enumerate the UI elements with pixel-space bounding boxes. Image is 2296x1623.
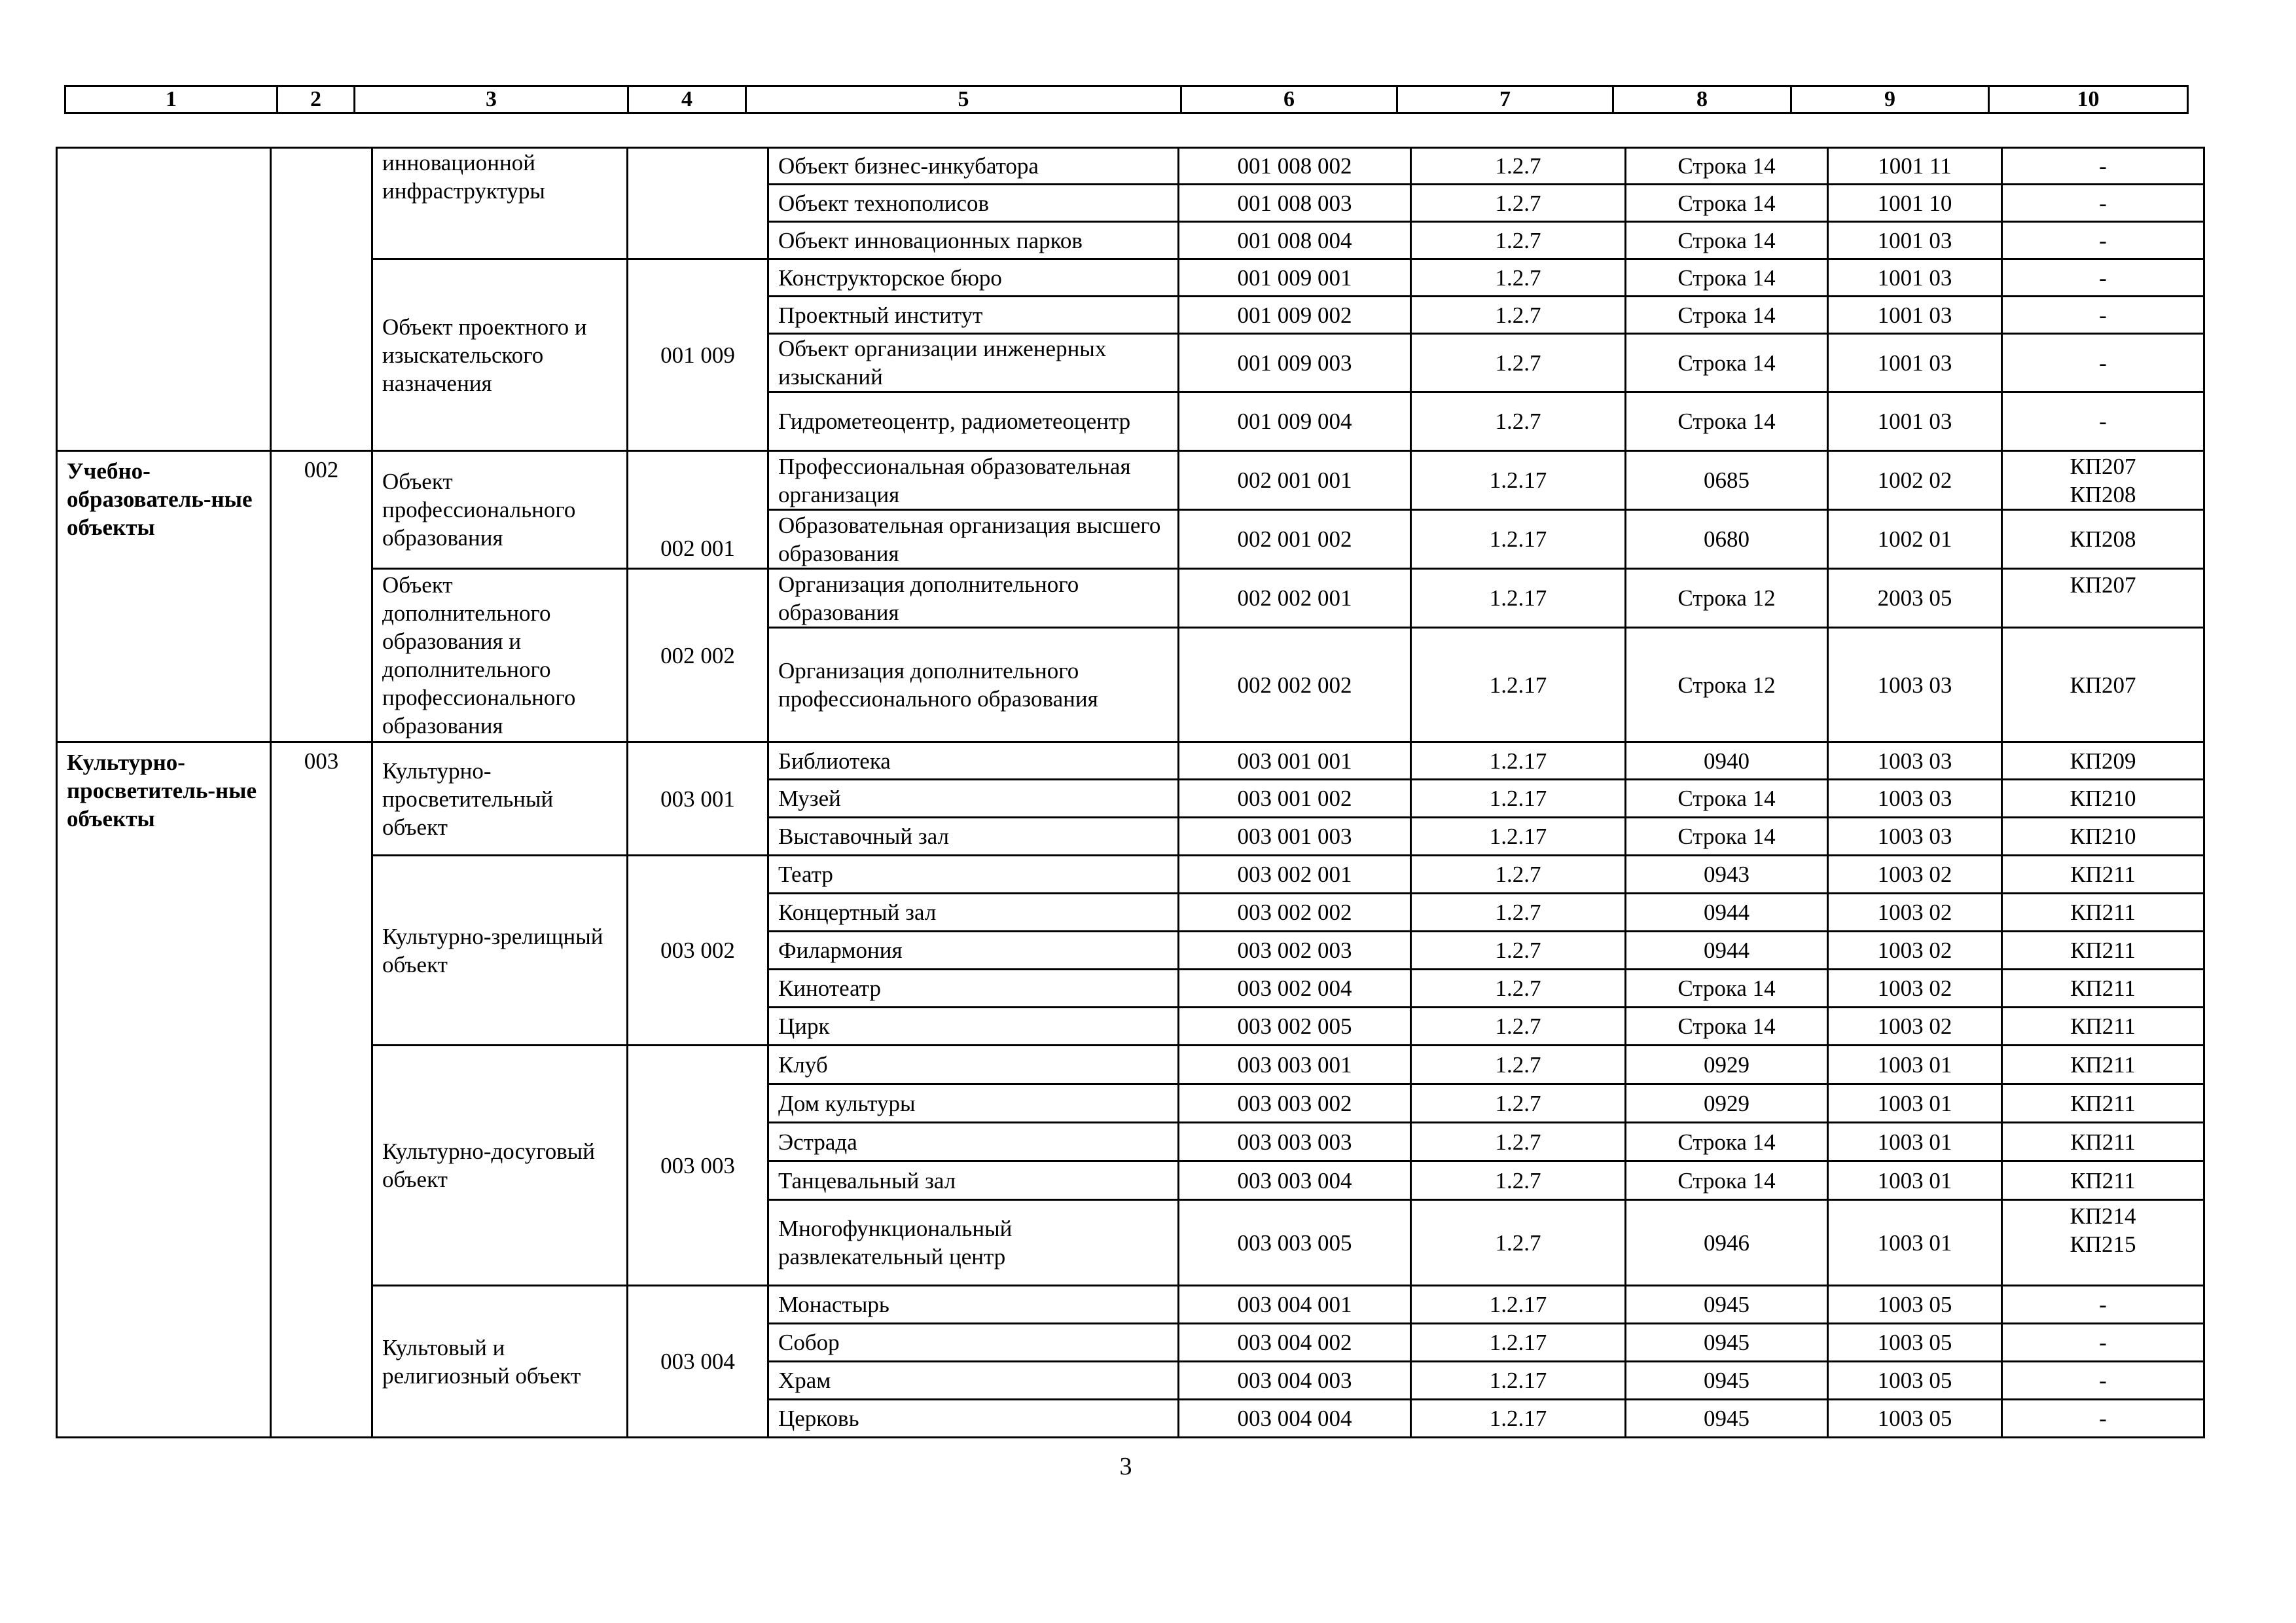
col8-value: Строка 14 bbox=[1626, 1123, 1828, 1161]
object-code: 001 009 002 bbox=[1179, 297, 1411, 334]
col8-value: 0685 bbox=[1626, 451, 1828, 510]
object-name: Церковь bbox=[768, 1400, 1179, 1438]
object-code: 003 004 002 bbox=[1179, 1324, 1411, 1362]
group-name: Культурно-просветительный объект bbox=[372, 742, 628, 856]
col7-value: 1.2.7 bbox=[1411, 297, 1626, 334]
header-cell-5: 5 bbox=[746, 86, 1181, 113]
col8-value: 0945 bbox=[1626, 1400, 1828, 1438]
col9-value: 1003 01 bbox=[1828, 1046, 2002, 1084]
header-cell-10: 10 bbox=[1989, 86, 2188, 113]
col9-value: 1001 11 bbox=[1828, 148, 2002, 185]
col10-value: - bbox=[2002, 222, 2204, 259]
col10-value bbox=[2002, 451, 2204, 510]
object-name: Собор bbox=[768, 1324, 1179, 1362]
col7-value: 1.2.7 bbox=[1411, 148, 1626, 185]
object-name: Объект технополисов bbox=[768, 185, 1179, 222]
col10-value: КП211 bbox=[2002, 1084, 2204, 1123]
col9-value: 1002 01 bbox=[1828, 510, 2002, 569]
col7-value: 1.2.7 bbox=[1411, 1046, 1626, 1084]
object-code: 003 003 003 bbox=[1179, 1123, 1411, 1161]
object-code: 002 002 002 bbox=[1179, 628, 1411, 742]
col8-value: Строка 12 bbox=[1626, 628, 1828, 742]
object-code: 003 002 004 bbox=[1179, 970, 1411, 1008]
col9-value: 1002 02 bbox=[1828, 451, 2002, 510]
category-name: Культурно-просветитель-ные объекты bbox=[57, 742, 271, 1438]
col9-value: 1001 03 bbox=[1828, 297, 2002, 334]
col8-value: 0680 bbox=[1626, 510, 1828, 569]
object-code: 001 008 003 bbox=[1179, 185, 1411, 222]
object-name: Монастырь bbox=[768, 1286, 1179, 1324]
object-code: 003 004 003 bbox=[1179, 1362, 1411, 1400]
object-code: 003 001 002 bbox=[1179, 780, 1411, 818]
object-name: Танцевальный зал bbox=[768, 1161, 1179, 1200]
col10-value: КП211 bbox=[2002, 970, 2204, 1008]
object-code: 003 001 003 bbox=[1179, 818, 1411, 856]
col10-value-line: КП208 bbox=[2070, 481, 2136, 507]
col9-value: 1003 03 bbox=[1828, 628, 2002, 742]
col9-value: 1003 03 bbox=[1828, 780, 2002, 818]
header-cell-7: 7 bbox=[1397, 86, 1613, 113]
col8-value: Строка 14 bbox=[1626, 818, 1828, 856]
col8-value: Строка 14 bbox=[1626, 1008, 1828, 1046]
col10-value: - bbox=[2002, 148, 2204, 185]
group-name: Объект проектного и изыскательского назначения bbox=[372, 259, 628, 451]
col8-value: 0940 bbox=[1626, 742, 1828, 780]
col10-value: КП210 bbox=[2002, 818, 2204, 856]
col9-value: 1001 10 bbox=[1828, 185, 2002, 222]
object-code: 001 009 003 bbox=[1179, 334, 1411, 392]
object-name: Объект бизнес-инкубатора bbox=[768, 148, 1179, 185]
category-code: 003 bbox=[271, 742, 372, 1438]
object-code: 003 004 004 bbox=[1179, 1400, 1411, 1438]
col7-value: 1.2.7 bbox=[1411, 1123, 1626, 1161]
object-name: Эстрада bbox=[768, 1123, 1179, 1161]
header-cell-6: 6 bbox=[1181, 86, 1397, 113]
col10-value: КП208 bbox=[2002, 510, 2204, 569]
col7-value: 1.2.7 bbox=[1411, 222, 1626, 259]
header-cell-4: 4 bbox=[628, 86, 746, 113]
col10-value: КП211 bbox=[2002, 1161, 2204, 1200]
group-code: 003 004 bbox=[628, 1286, 768, 1438]
col7-value: 1.2.17 bbox=[1411, 451, 1626, 510]
object-name: Клуб bbox=[768, 1046, 1179, 1084]
table-row bbox=[57, 148, 2204, 185]
col7-value: 1.2.7 bbox=[1411, 970, 1626, 1008]
object-name: Храм bbox=[768, 1362, 1179, 1400]
col8-value: Строка 14 bbox=[1626, 222, 1828, 259]
col8-value: Строка 14 bbox=[1626, 1161, 1828, 1200]
col10-value bbox=[2002, 1200, 2204, 1286]
page-number: 3 bbox=[1119, 1453, 1132, 1480]
col9-value: 1001 03 bbox=[1828, 392, 2002, 451]
group-name: Объект дополнительного образования и дополнительного профессионального образования bbox=[372, 569, 628, 742]
col10-value: - bbox=[2002, 297, 2204, 334]
table-row bbox=[57, 1286, 2204, 1324]
col7-value: 1.2.7 bbox=[1411, 1200, 1626, 1286]
object-name: Многофункциональный развлекательный центр bbox=[768, 1200, 1179, 1286]
group-name: Культурно-зрелищный объект bbox=[372, 856, 628, 1046]
col9-value: 1003 01 bbox=[1828, 1123, 2002, 1161]
col7-value: 1.2.7 bbox=[1411, 392, 1626, 451]
col8-value: Строка 14 bbox=[1626, 297, 1828, 334]
object-name: Библиотека bbox=[768, 742, 1179, 780]
col8-value: Строка 14 bbox=[1626, 970, 1828, 1008]
object-code: 003 003 004 bbox=[1179, 1161, 1411, 1200]
object-name: Гидрометеоцентр, радиометеоцентр bbox=[768, 392, 1179, 451]
col9-value: 1001 03 bbox=[1828, 334, 2002, 392]
col8-value: 0945 bbox=[1626, 1362, 1828, 1400]
object-code: 002 001 001 bbox=[1179, 451, 1411, 510]
object-name: Объект организации инженерных изысканий bbox=[768, 334, 1179, 392]
object-name: Профессиональная образовательная организация bbox=[768, 451, 1179, 510]
category-name bbox=[57, 148, 271, 451]
object-name: Объект инновационных парков bbox=[768, 222, 1179, 259]
table-row bbox=[57, 856, 2204, 894]
object-name: Проектный институт bbox=[768, 297, 1179, 334]
col7-value: 1.2.7 bbox=[1411, 259, 1626, 297]
group-code: 003 003 bbox=[628, 1046, 768, 1286]
col7-value: 1.2.17 bbox=[1411, 510, 1626, 569]
object-name: Выставочный зал bbox=[768, 818, 1179, 856]
group-name: Культовый и религиозный объект bbox=[372, 1286, 628, 1438]
col9-value: 1003 02 bbox=[1828, 1008, 2002, 1046]
object-name: Кинотеатр bbox=[768, 970, 1179, 1008]
table-row bbox=[57, 259, 2204, 297]
col8-value: Строка 12 bbox=[1626, 569, 1828, 628]
object-code: 002 002 001 bbox=[1179, 569, 1411, 628]
col9-value: 1003 05 bbox=[1828, 1286, 2002, 1324]
object-code: 002 001 002 bbox=[1179, 510, 1411, 569]
col8-value: 0945 bbox=[1626, 1286, 1828, 1324]
col10-value: КП211 bbox=[2002, 1123, 2204, 1161]
col10-value-line: КП215 bbox=[2070, 1231, 2136, 1257]
object-name: Музей bbox=[768, 780, 1179, 818]
object-name: Цирк bbox=[768, 1008, 1179, 1046]
col10-value: КП211 bbox=[2002, 932, 2204, 970]
object-code: 001 009 001 bbox=[1179, 259, 1411, 297]
col8-value: 0946 bbox=[1626, 1200, 1828, 1286]
col9-value: 1003 05 bbox=[1828, 1324, 2002, 1362]
col8-value: Строка 14 bbox=[1626, 392, 1828, 451]
col10-value: - bbox=[2002, 1324, 2204, 1362]
table-row bbox=[57, 1046, 2204, 1084]
group-code bbox=[628, 148, 768, 259]
col8-value: Строка 14 bbox=[1626, 334, 1828, 392]
object-code: 003 003 005 bbox=[1179, 1200, 1411, 1286]
col7-value: 1.2.17 bbox=[1411, 818, 1626, 856]
column-number-header bbox=[64, 85, 2189, 114]
col10-value: - bbox=[2002, 1400, 2204, 1438]
col8-value: Строка 14 bbox=[1626, 259, 1828, 297]
col10-value: - bbox=[2002, 334, 2204, 392]
col9-value: 1003 01 bbox=[1828, 1161, 2002, 1200]
object-code: 001 008 004 bbox=[1179, 222, 1411, 259]
object-name: Конструкторское бюро bbox=[768, 259, 1179, 297]
header-cell-9: 9 bbox=[1791, 86, 1989, 113]
group-code: 002 002 bbox=[628, 569, 768, 742]
col7-value: 1.2.7 bbox=[1411, 1161, 1626, 1200]
col8-value: 0929 bbox=[1626, 1084, 1828, 1123]
category-name: Учебно-образователь-ные объекты bbox=[57, 451, 271, 742]
group-name: Объект профессионального образования bbox=[372, 451, 628, 569]
col10-value: КП211 bbox=[2002, 856, 2204, 894]
col9-value: 1003 02 bbox=[1828, 932, 2002, 970]
group-code: 001 009 bbox=[628, 259, 768, 451]
col7-value: 1.2.17 bbox=[1411, 569, 1626, 628]
col8-value: Строка 14 bbox=[1626, 780, 1828, 818]
col7-value: 1.2.7 bbox=[1411, 1084, 1626, 1123]
col7-value: 1.2.17 bbox=[1411, 1362, 1626, 1400]
col10-value: КП207 bbox=[2002, 569, 2204, 628]
category-code: 002 bbox=[271, 451, 372, 742]
col8-value: 0945 bbox=[1626, 1324, 1828, 1362]
col8-value: 0944 bbox=[1626, 894, 1828, 932]
table-row bbox=[57, 451, 2204, 510]
col7-value: 1.2.7 bbox=[1411, 334, 1626, 392]
col7-value: 1.2.7 bbox=[1411, 894, 1626, 932]
col7-value: 1.2.7 bbox=[1411, 932, 1626, 970]
col7-value: 1.2.7 bbox=[1411, 856, 1626, 894]
object-code: 003 001 001 bbox=[1179, 742, 1411, 780]
col9-value: 1001 03 bbox=[1828, 259, 2002, 297]
col8-value: 0943 bbox=[1626, 856, 1828, 894]
category-code bbox=[271, 148, 372, 451]
col10-value: КП211 bbox=[2002, 1008, 2204, 1046]
object-code: 003 004 001 bbox=[1179, 1286, 1411, 1324]
header-cell-3: 3 bbox=[355, 86, 628, 113]
group-code: 003 001 bbox=[628, 742, 768, 856]
col8-value: Строка 14 bbox=[1626, 148, 1828, 185]
col10-value: КП211 bbox=[2002, 894, 2204, 932]
object-name: Концертный зал bbox=[768, 894, 1179, 932]
col9-value: 1003 02 bbox=[1828, 894, 2002, 932]
col8-value: 0944 bbox=[1626, 932, 1828, 970]
col9-value: 1003 01 bbox=[1828, 1200, 2002, 1286]
header-row bbox=[65, 86, 2188, 113]
col10-value: КП211 bbox=[2002, 1046, 2204, 1084]
col7-value: 1.2.17 bbox=[1411, 1286, 1626, 1324]
col10-value: - bbox=[2002, 392, 2204, 451]
col7-value: 1.2.17 bbox=[1411, 628, 1626, 742]
object-name: Театр bbox=[768, 856, 1179, 894]
object-code: 003 002 001 bbox=[1179, 856, 1411, 894]
col9-value: 1003 02 bbox=[1828, 970, 2002, 1008]
object-name: Организация дополнительного образования bbox=[768, 569, 1179, 628]
object-code: 003 003 002 bbox=[1179, 1084, 1411, 1123]
object-code: 003 003 001 bbox=[1179, 1046, 1411, 1084]
object-code: 001 008 002 bbox=[1179, 148, 1411, 185]
header-cell-1: 1 bbox=[65, 86, 278, 113]
header-cell-2: 2 bbox=[278, 86, 355, 113]
col9-value: 1003 05 bbox=[1828, 1400, 2002, 1438]
col9-value: 1003 05 bbox=[1828, 1362, 2002, 1400]
col10-value: - bbox=[2002, 185, 2204, 222]
object-name: Филармония bbox=[768, 932, 1179, 970]
col8-value: 0929 bbox=[1626, 1046, 1828, 1084]
header-cell-8: 8 bbox=[1613, 86, 1791, 113]
object-code: 003 002 005 bbox=[1179, 1008, 1411, 1046]
col7-value: 1.2.17 bbox=[1411, 1400, 1626, 1438]
object-name: Дом культуры bbox=[768, 1084, 1179, 1123]
col10-value: КП207 bbox=[2002, 628, 2204, 742]
group-code: 003 002 bbox=[628, 856, 768, 1046]
group-name: Культурно-досуговый объект bbox=[372, 1046, 628, 1286]
col9-value: 1003 03 bbox=[1828, 742, 2002, 780]
col10-value: - bbox=[2002, 259, 2204, 297]
col9-value: 1003 03 bbox=[1828, 818, 2002, 856]
col7-value: 1.2.7 bbox=[1411, 185, 1626, 222]
col10-value: - bbox=[2002, 1362, 2204, 1400]
table-row bbox=[57, 742, 2204, 780]
group-name: инновационной инфраструктуры bbox=[372, 148, 628, 259]
col7-value: 1.2.17 bbox=[1411, 742, 1626, 780]
col10-value-line: КП214 bbox=[2070, 1203, 2136, 1229]
col10-value: КП209 bbox=[2002, 742, 2204, 780]
col8-value: Строка 14 bbox=[1626, 185, 1828, 222]
col10-value: КП210 bbox=[2002, 780, 2204, 818]
col10-value: - bbox=[2002, 1286, 2204, 1324]
object-code: 003 002 003 bbox=[1179, 932, 1411, 970]
classifier-table bbox=[56, 147, 2205, 1438]
col9-value: 1001 03 bbox=[1828, 222, 2002, 259]
object-code: 001 009 004 bbox=[1179, 392, 1411, 451]
col7-value: 1.2.17 bbox=[1411, 780, 1626, 818]
col10-value-line: КП207 bbox=[2070, 453, 2136, 479]
object-name: Организация дополнительного профессионального образования bbox=[768, 628, 1179, 742]
col7-value: 1.2.7 bbox=[1411, 1008, 1626, 1046]
col9-value: 1003 02 bbox=[1828, 856, 2002, 894]
object-name: Образовательная организация высшего образования bbox=[768, 510, 1179, 569]
object-code: 003 002 002 bbox=[1179, 894, 1411, 932]
col9-value: 1003 01 bbox=[1828, 1084, 2002, 1123]
col9-value: 2003 05 bbox=[1828, 569, 2002, 628]
col7-value: 1.2.17 bbox=[1411, 1324, 1626, 1362]
group-code: 002 001 bbox=[628, 451, 768, 569]
table-row bbox=[57, 569, 2204, 628]
